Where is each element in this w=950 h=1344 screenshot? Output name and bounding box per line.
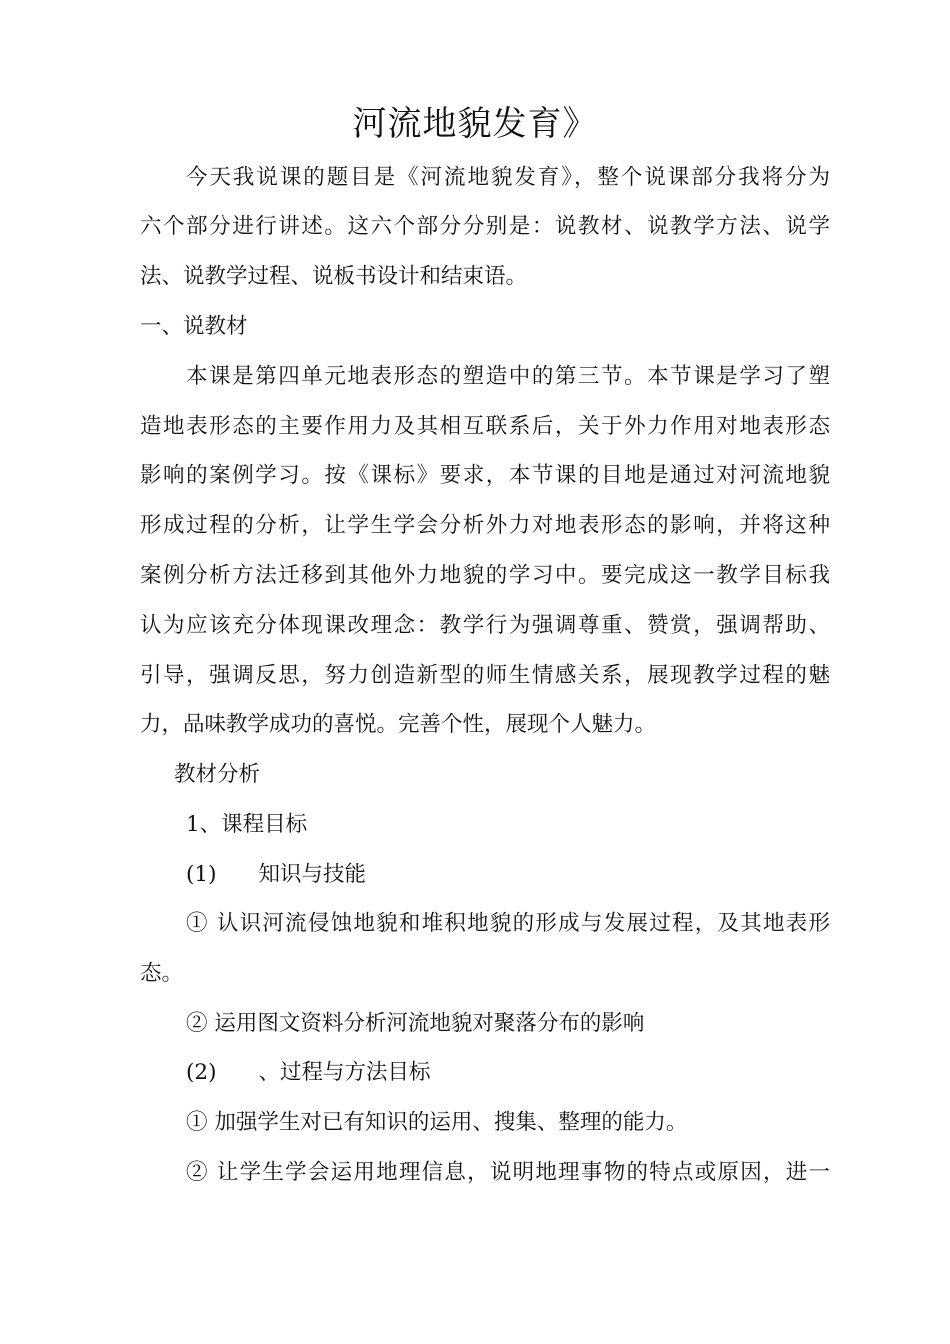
paragraph-line: 今天我说课的题目是《河流地貌发育》，整个说课部分我将分为 (186, 165, 830, 190)
list-item: ② 运用图文资料分析河流地貌对聚落分布的影响 (186, 1011, 645, 1036)
list-item-continuation: 态。 (140, 961, 184, 986)
paragraph-line: 形成过程的分析，让学生学会分析外力对地表形态的影响，并将这种 (140, 513, 830, 538)
paragraph-line: 影响的案例学习。按《课标》要求，本节课的目地是通过对河流地貌 (140, 463, 830, 488)
list-item: ② 让学生学会运用地理信息，说明地理事物的特点或原因，进一 (186, 1160, 830, 1185)
subsection-heading: 教材分析 (174, 762, 261, 787)
page-title: 河流地貌发育》 (352, 104, 598, 144)
list-heading-text: 、过程与方法目标 (258, 1060, 431, 1085)
list-item: ① 认识河流侵蚀地貌和堆积地貌的形成与发展过程，及其地表形 (186, 911, 830, 936)
list-item: ① 加强学生对已有知识的运用、搜集、整理的能力。 (186, 1110, 688, 1135)
subsection-heading: 1、课程目标 (186, 812, 308, 837)
paragraph-line: 认为应该充分体现课改理念：教学行为强调尊重、赞赏，强调帮助、 (140, 613, 830, 638)
section-heading: 一、说教材 (140, 314, 248, 339)
list-heading-text: 知识与技能 (258, 862, 366, 887)
paragraph-line: 力，品味教学成功的喜悦。完善个性，展现个人魅力。 (140, 712, 657, 737)
paragraph-line: 六个部分进行讲述。这六个部分分别是：说教材、说教学方法、说学 (140, 214, 830, 239)
list-number: (1) (186, 862, 217, 887)
paragraph-line: 案例分析方法迁移到其他外力地貌的学习中。要完成这一教学目标我 (140, 563, 830, 588)
paragraph-line: 法、说教学过程、说板书设计和结束语。 (140, 264, 528, 289)
paragraph-line: 本课是第四单元地表形态的塑造中的第三节。本节课是学习了塑 (186, 364, 830, 389)
list-heading (140, 860, 876, 890)
paragraph-line: 造地表形态的主要作用力及其相互联系后，关于外力作用对地表形态 (140, 414, 830, 439)
list-number: (2) (186, 1060, 217, 1085)
list-heading (140, 1058, 876, 1088)
paragraph-line: 引导，强调反思，努力创造新型的师生情感关系，展现教学过程的魅 (140, 663, 830, 688)
